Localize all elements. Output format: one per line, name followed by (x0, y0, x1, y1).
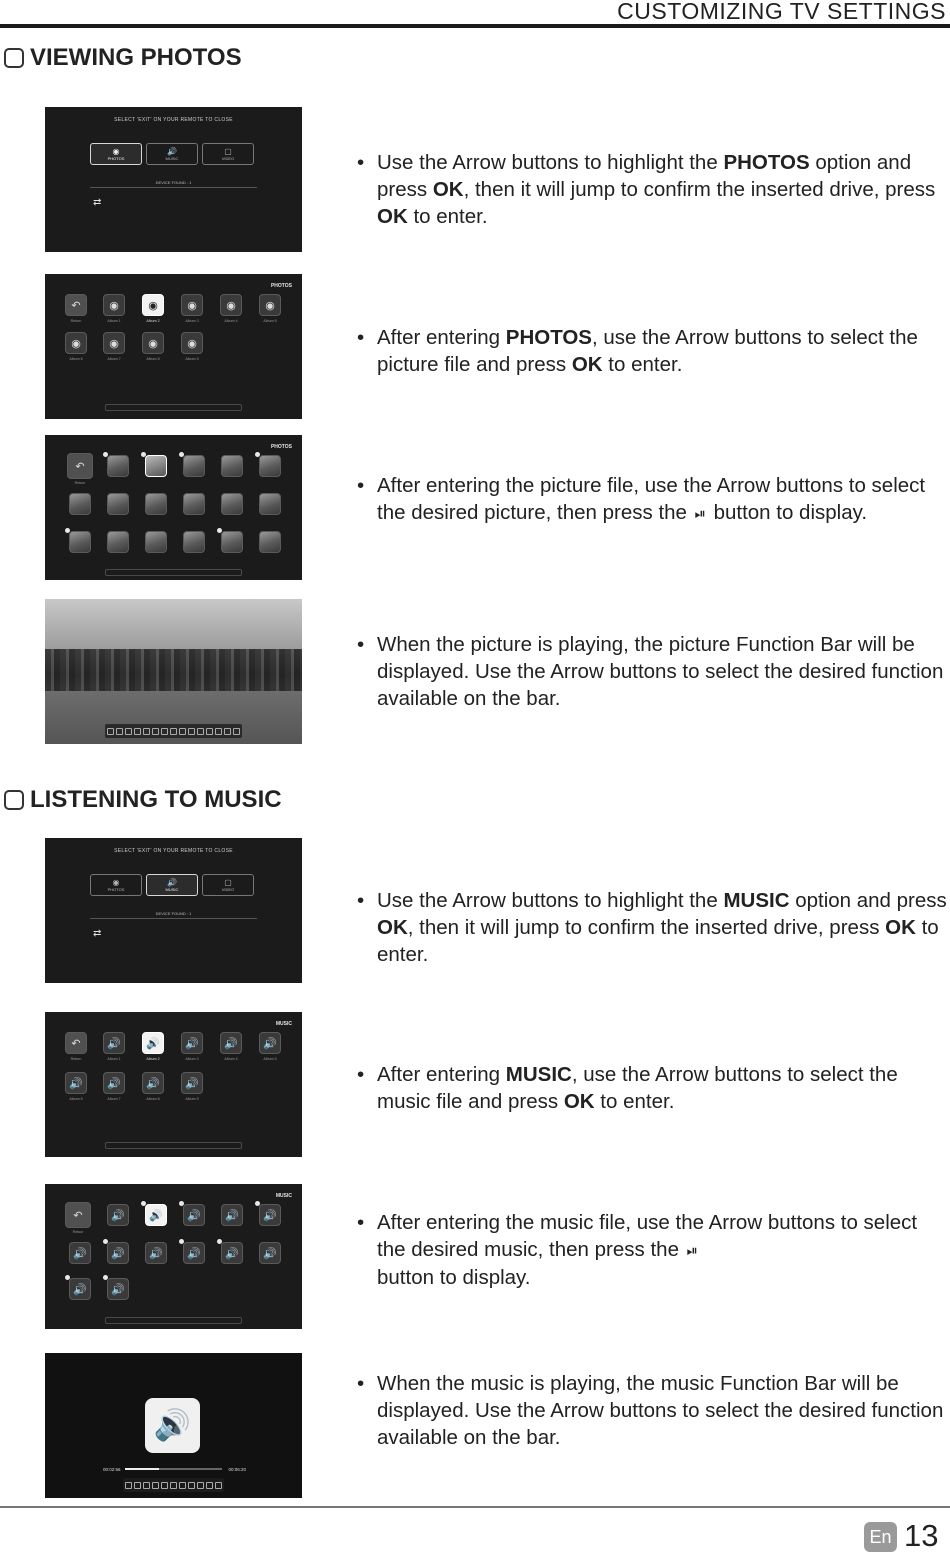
photo-thumbnail (221, 531, 243, 553)
photo-thumbnail (145, 531, 167, 553)
photo-thumbnail (221, 455, 243, 477)
bullet-dot: • (357, 151, 365, 174)
bullet-dot: • (357, 474, 365, 497)
play-pause-icon: ⏯ (694, 505, 706, 522)
section-box-icon (4, 790, 24, 810)
photo-thumbnail (145, 493, 167, 515)
check-icon (103, 1239, 108, 1244)
album-label: Album 8 (146, 1097, 160, 1101)
speaker-icon: 🔊 (220, 1032, 242, 1054)
page-number: 13 (904, 1518, 939, 1553)
speaker-icon: 🔊 (221, 1204, 243, 1226)
photo-thumbnail (183, 493, 205, 515)
speaker-icon: 🔊 (107, 1204, 129, 1226)
speaker-icon: 🔊 (103, 1032, 125, 1054)
screenshot-music-source-select (45, 838, 302, 983)
return-icon: ↶ (65, 1202, 91, 1228)
device-found-label: DEVICE FOUND : 1 (155, 911, 192, 916)
check-icon (141, 1201, 146, 1206)
camera-icon: ◉ (112, 878, 120, 887)
photo-thumbnail (259, 455, 281, 477)
status-bar (105, 569, 242, 576)
source-video-button: ▢ VIDEO (202, 143, 254, 165)
bullet-dot: • (357, 326, 365, 349)
return-label: Return (70, 319, 82, 323)
retour-label: Retour (72, 1230, 84, 1234)
album-label: Album 5 (263, 319, 277, 323)
photo-thumbnail (183, 531, 205, 553)
source-photos-button: ◉ PHOTOS (90, 874, 142, 896)
camera-icon: ◉ (181, 294, 203, 316)
photo-thumbnail (183, 455, 205, 477)
return-icon: ↶ (67, 453, 93, 479)
screen-tag-music: MUSIC (275, 1021, 292, 1027)
landscape-photo (45, 649, 302, 691)
check-icon (179, 452, 184, 457)
album-label: Album 5 (263, 1057, 277, 1061)
bullet-dot: • (357, 1063, 365, 1086)
source-photos-button: ◉ PHOTOS (90, 143, 142, 165)
screenshot-music-files (45, 1184, 302, 1329)
video-camera-icon: ▢ (224, 147, 232, 156)
source-video-button: ▢ VIDEO (202, 874, 254, 896)
speaker-icon: 🔊 (142, 1032, 164, 1054)
function-bar (123, 1478, 224, 1492)
photo-thumbnail (69, 493, 91, 515)
album-label: Album 7 (107, 1097, 121, 1101)
album-label: Album 6 (69, 1097, 83, 1101)
return-icon: ↶ (65, 1032, 87, 1054)
screen-header: SELECT 'EXIT' ON YOUR REMOTE TO CLOSE (114, 117, 233, 123)
camera-icon: ◉ (220, 294, 242, 316)
camera-icon: ◉ (103, 332, 125, 354)
section-box-icon (4, 48, 24, 68)
album-label: Album 8 (146, 357, 160, 361)
screenshot-music-playing (45, 1353, 302, 1498)
album-label: Album 4 (224, 1057, 238, 1061)
speaker-icon: 🔊 (167, 878, 177, 887)
album-label: Album 1 (107, 319, 121, 323)
status-bar (105, 1317, 242, 1324)
camera-icon: ◉ (259, 294, 281, 316)
usb-icon: ⇄ (93, 928, 102, 939)
album-label: Album 3 (185, 319, 199, 323)
camera-icon: ◉ (112, 147, 120, 156)
speaker-icon: 🔊 (167, 147, 177, 156)
source-music-button: 🔊 MUSIC (146, 143, 198, 165)
check-icon (217, 528, 222, 533)
section-title-photos (4, 44, 242, 72)
function-bar (105, 724, 242, 738)
screenshot-photo-playing (45, 599, 302, 744)
progress-bar (125, 1468, 222, 1470)
time-total: 00:06:20 (228, 1467, 246, 1472)
speaker-icon: 🔊 (142, 1072, 164, 1094)
album-label: Album 9 (185, 357, 199, 361)
divider (90, 918, 257, 919)
camera-icon: ◉ (181, 332, 203, 354)
photo-thumbnail (107, 455, 129, 477)
divider (90, 187, 257, 188)
screen-tag-photos: PHOTOS (270, 283, 292, 289)
screenshot-music-albums (45, 1012, 302, 1157)
page-header-title: CUSTOMIZING TV SETTINGS (617, 0, 946, 24)
screenshot-photos-source-select (45, 107, 302, 252)
return-label: Return (70, 1057, 82, 1061)
speaker-icon: 🔊 (103, 1072, 125, 1094)
camera-icon: ◉ (103, 294, 125, 316)
check-icon (255, 452, 260, 457)
check-icon (65, 528, 70, 533)
speaker-icon: 🔊 (183, 1242, 205, 1264)
device-found-label: DEVICE FOUND : 1 (155, 180, 192, 185)
check-icon (103, 1275, 108, 1280)
speaker-icon: 🔊 (65, 1072, 87, 1094)
speaker-icon: 🔊 (181, 1072, 203, 1094)
speaker-icon: 🔊 (107, 1242, 129, 1264)
photo-thumbnail (145, 455, 167, 477)
speaker-icon: 🔊 (259, 1032, 281, 1054)
check-icon (65, 1275, 70, 1280)
album-label: Album 9 (185, 1097, 199, 1101)
language-badge: En (864, 1522, 897, 1552)
photo-thumbnail (221, 493, 243, 515)
camera-icon: ◉ (65, 332, 87, 354)
speaker-icon: 🔊 (145, 1242, 167, 1264)
speaker-icon: 🔊 (145, 1204, 167, 1226)
album-label: Album 4 (224, 319, 238, 323)
album-label: Album 1 (107, 1057, 121, 1061)
screenshot-photos-thumbnails (45, 435, 302, 580)
album-label: Album 6 (69, 357, 83, 361)
status-bar (105, 404, 242, 411)
check-icon (217, 1239, 222, 1244)
speaker-icon: 🔊 (221, 1242, 243, 1264)
photo-thumbnail (259, 493, 281, 515)
bullet-dot: • (357, 1211, 365, 1234)
camera-icon: ◉ (142, 332, 164, 354)
video-camera-icon: ▢ (224, 878, 232, 887)
time-elapsed: 00:02:56 (103, 1467, 121, 1472)
screen-tag-music: MUSIC (275, 1193, 292, 1199)
speaker-icon: 🔊 (69, 1242, 91, 1264)
album-label: Album 3 (185, 1057, 199, 1061)
bullet-dot: • (357, 633, 365, 656)
photo-thumbnail (107, 493, 129, 515)
section-title-photos-text: VIEWING PHOTOS (30, 44, 242, 71)
check-icon (103, 452, 108, 457)
speaker-icon: 🔊 (259, 1242, 281, 1264)
footer-rule (0, 1506, 950, 1508)
header-rule (0, 24, 950, 28)
section-title-music (4, 786, 282, 814)
speaker-icon: 🔊 (145, 1398, 200, 1453)
speaker-icon: 🔊 (69, 1278, 91, 1300)
photo-thumbnail (259, 531, 281, 553)
bullet-dot: • (357, 1372, 365, 1395)
speaker-icon: 🔊 (259, 1204, 281, 1226)
speaker-icon: 🔊 (107, 1278, 129, 1300)
check-icon (255, 1201, 260, 1206)
check-icon (179, 1201, 184, 1206)
speaker-icon: 🔊 (181, 1032, 203, 1054)
photo-thumbnail (69, 531, 91, 553)
bullet-dot: • (357, 889, 365, 912)
section-title-music-text: LISTENING TO MUSIC (30, 786, 282, 813)
usb-icon: ⇄ (93, 197, 102, 208)
source-music-button: 🔊 MUSIC (146, 874, 198, 896)
camera-icon: ◉ (142, 294, 164, 316)
check-icon (179, 1239, 184, 1244)
screen-tag-photos: PHOTOS (270, 444, 292, 450)
album-label: Album 2 (146, 1057, 160, 1061)
speaker-icon: 🔊 (183, 1204, 205, 1226)
retour-label: Retour (74, 481, 86, 485)
check-icon (141, 452, 146, 457)
return-icon: ↶ (65, 294, 87, 316)
album-label: Album 7 (107, 357, 121, 361)
album-label: Album 2 (146, 319, 160, 323)
status-bar (105, 1142, 242, 1149)
photo-thumbnail (107, 531, 129, 553)
screen-header: SELECT 'EXIT' ON YOUR REMOTE TO CLOSE (114, 848, 233, 854)
play-pause-icon: ⏯ (686, 1242, 698, 1259)
screenshot-photos-albums (45, 274, 302, 419)
